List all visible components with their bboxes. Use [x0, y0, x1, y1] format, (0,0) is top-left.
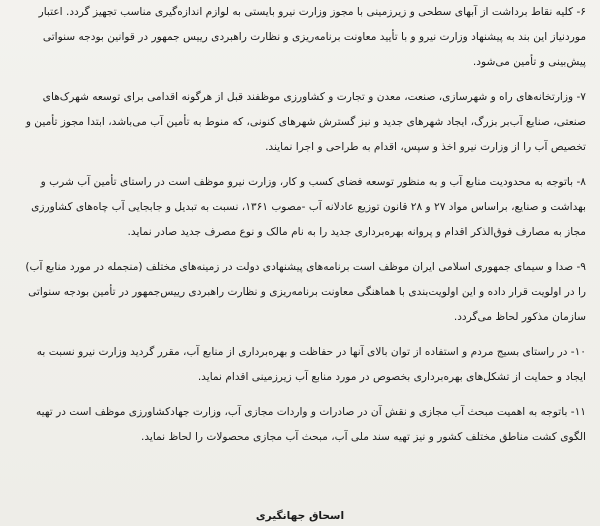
clause-10 — [12, 340, 586, 390]
clause-7 — [12, 85, 586, 160]
clause-6 — [12, 0, 586, 75]
clause-9 — [12, 255, 586, 330]
signature-name: اسحاق جهانگیری — [255, 510, 345, 522]
clause-11-line-1: ۱۱- باتوجه به اهمیت مبحث آب مجازی و نقش آن در صادرات و واردات مجازی آب، وزارت جهادکشاورزی موظف است در تهیه — [36, 406, 586, 418]
clause-11-line-2: الگوی کشت مناطق مختلف کشور و نیز تهیه سند ملی آب، مبحث آب مجازی محصولات را لحاظ نماید. — [140, 431, 586, 443]
clause-9-line-3: سازمان مذکور لحاظ می‌گردد. — [453, 311, 586, 323]
clause-8 — [12, 170, 586, 245]
clause-10-line-1: ۱۰- در راستای بسیج مردم و استفاده از توان بالای آنها در حفاظت و بهره‌برداری از منابع آب، مقرر گردید وزارت نیرو نسبت به — [36, 346, 586, 358]
clause-8-line-2: بهداشت و صنایع، براساس مواد ۲۷ و ۲۸ قانون توزیع عادلانه آب -مصوب ۱۳۶۱، نسبت به تبدیل و جابجایی آب چاه‌های کشاورزی — [31, 201, 586, 213]
clause-6-line-1: ۶- کلیه نقاط برداشت از آبهای سطحی و زیرزمینی با مجوز وزارت نیرو بایستی به لوازم اندازه‌گیری مناسب تجهیز گردد. اعتبار — [38, 6, 586, 18]
clause-6-line-3: پیش‌بینی و تأمین می‌شود. — [472, 56, 586, 68]
clause-7-line-2: صنعتی، صنایع آب‌بر بزرگ، ایجاد شهرهای جدید و نیز گسترش شهرهای کنونی، که منوط به تأمین آب می‌باشد، ابتدا مجوز تأمین و — [25, 116, 586, 128]
clause-7-line-1: ۷- وزارتخانه‌های راه و شهرسازی، صنعت، معدن و تجارت و کشاورزی موظفند قبل از هرگونه اقدامی برای توسعه شهرک‌های — [42, 91, 586, 103]
clause-7-line-3: تخصیص آب را از وزارت نیرو اخذ و سپس، اقدام به طراحی و اجرا نمایند. — [265, 141, 586, 153]
clause-9-line-1: ۹- صدا و سیمای جمهوری اسلامی ایران موظف است برنامه‌های پیشنهادی دولت در زمینه‌های مختلف (منجمله در مورد منابع آب) — [25, 261, 586, 273]
clause-8-line-1: ۸- باتوجه به محدودیت منابع آب و به منظور توسعه فضای کسب و کار، وزارت نیرو موظف است در راستای تأمین آب شرب و — [40, 176, 586, 188]
clause-10-line-2: ایجاد و حمایت از تشکل‌های بهره‌برداری بخصوص در مورد منابع آب زیرزمینی اقدام نماید. — [197, 371, 586, 383]
clause-9-line-2: را در اولویت قرار داده و این اولویت‌بندی با هماهنگی معاونت برنامه‌ریزی و نظارت راهبردی رییس‌جمهور در تأمین بودجه سنواتی — [28, 286, 586, 298]
clause-8-line-3: مجاز به مصارف فوق‌الذکر اقدام و پروانه بهره‌برداری جدید را به نام مالک و نوع مصرف جدید صادر نماید. — [127, 226, 586, 238]
clause-6-line-2: موردنیاز این بند به پیشنهاد وزارت نیرو و با تأیید معاونت برنامه‌ریزی و نظارت راهبردی رییس جمهور در قوانین بودجه سنواتی — [42, 31, 586, 43]
clause-11 — [12, 400, 586, 450]
